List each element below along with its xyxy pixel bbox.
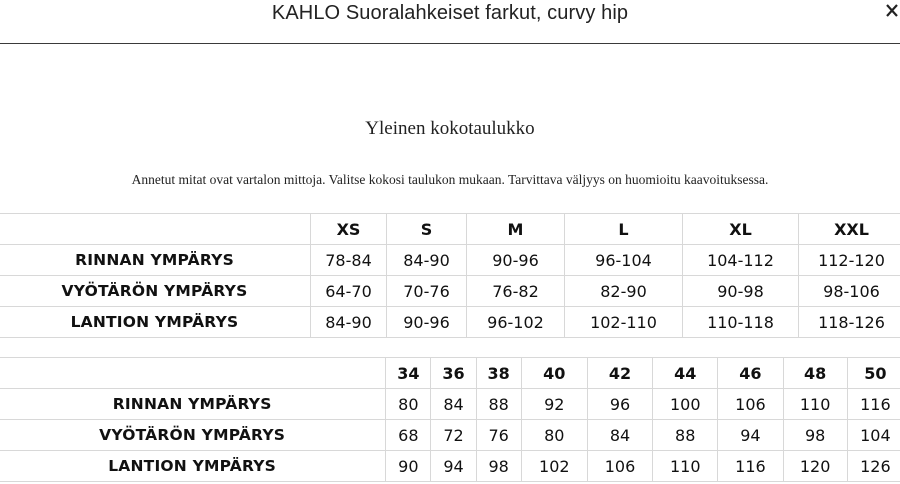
- table-row: [0, 276, 900, 307]
- table-cell: 106: [587, 451, 652, 482]
- table-cell: 90-98: [683, 276, 799, 307]
- table-row: [0, 307, 900, 338]
- table-cell: 112-120: [799, 245, 900, 276]
- numeric-size-table: [0, 357, 900, 482]
- table-cell: 120: [783, 451, 847, 482]
- table-cell: 84: [431, 389, 476, 420]
- table-corner-cell: [0, 214, 311, 245]
- size-header: 40: [521, 358, 587, 389]
- table-cell: 98: [783, 420, 847, 451]
- table-cell: 110: [653, 451, 718, 482]
- table-cell: 84-90: [311, 307, 387, 338]
- row-label: RINNAN YMPÄRYS: [0, 389, 386, 420]
- size-chart-title: Yleinen kokotaulukko: [365, 118, 535, 139]
- table-cell: 106: [718, 389, 783, 420]
- table-cell: 98-106: [799, 276, 900, 307]
- table-cell: 76: [476, 420, 521, 451]
- row-label: LANTION YMPÄRYS: [0, 451, 386, 482]
- table-row: [0, 245, 900, 276]
- size-header: 34: [386, 358, 431, 389]
- row-label: RINNAN YMPÄRYS: [0, 245, 311, 276]
- table-cell: 118-126: [799, 307, 900, 338]
- table-cell: 92: [521, 389, 587, 420]
- table-cell: 102-110: [565, 307, 683, 338]
- table-row: [0, 451, 900, 482]
- size-header: S: [387, 214, 467, 245]
- size-header: 42: [587, 358, 652, 389]
- table-cell: 104-112: [683, 245, 799, 276]
- table-cell: 110-118: [683, 307, 799, 338]
- table-row: [0, 420, 900, 451]
- table-cell: 96-102: [467, 307, 565, 338]
- size-header: 36: [431, 358, 476, 389]
- size-header: XS: [311, 214, 387, 245]
- product-title: KAHLO Suoralahkeiset farkut, curvy hip: [271, 2, 629, 24]
- table-row: [0, 389, 900, 420]
- table-cell: 90-96: [467, 245, 565, 276]
- size-header: M: [467, 214, 565, 245]
- table-cell: 82-90: [565, 276, 683, 307]
- size-header: L: [565, 214, 683, 245]
- table-cell: 90: [386, 451, 431, 482]
- table-cell: 70-76: [387, 276, 467, 307]
- table-cell: 84-90: [387, 245, 467, 276]
- table-corner-cell: [0, 358, 386, 389]
- table-cell: 96: [587, 389, 652, 420]
- table-cell: 96-104: [565, 245, 683, 276]
- row-label: VYÖTÄRÖN YMPÄRYS: [0, 420, 386, 451]
- table-cell: 72: [431, 420, 476, 451]
- letter-size-table: [0, 213, 900, 338]
- table-header-row: [0, 358, 900, 389]
- table-cell: 80: [521, 420, 587, 451]
- size-header: 48: [783, 358, 847, 389]
- table-cell: 104: [847, 420, 900, 451]
- table-cell: 88: [653, 420, 718, 451]
- table-cell: 90-96: [387, 307, 467, 338]
- table-cell: 78-84: [311, 245, 387, 276]
- size-chart-intro: Annetut mitat ovat vartalon mittoja. Valitse kokosi taulukon mukaan. Tarvittava väljyys on huomioitu kaavoituksessa.: [131, 172, 769, 187]
- size-header: 46: [718, 358, 783, 389]
- modal-header: [0, 0, 900, 44]
- table-cell: 100: [653, 389, 718, 420]
- close-icon: [882, 0, 900, 25]
- size-header: XL: [683, 214, 799, 245]
- table-cell: 94: [431, 451, 476, 482]
- row-label: LANTION YMPÄRYS: [0, 307, 311, 338]
- table-cell: 68: [386, 420, 431, 451]
- table-cell: 116: [847, 389, 900, 420]
- table-cell: 84: [587, 420, 652, 451]
- size-header: 38: [476, 358, 521, 389]
- table-cell: 116: [718, 451, 783, 482]
- row-label: VYÖTÄRÖN YMPÄRYS: [0, 276, 311, 307]
- table-cell: 98: [476, 451, 521, 482]
- table-cell: 88: [476, 389, 521, 420]
- size-header: 44: [653, 358, 718, 389]
- table-cell: 110: [783, 389, 847, 420]
- table-header-row: [0, 214, 900, 245]
- table-cell: 76-82: [467, 276, 565, 307]
- close-button[interactable]: [882, 0, 900, 25]
- size-header: 50: [847, 358, 900, 389]
- table-cell: 126: [847, 451, 900, 482]
- table-cell: 64-70: [311, 276, 387, 307]
- table-cell: 80: [386, 389, 431, 420]
- table-cell: 102: [521, 451, 587, 482]
- size-header: XXL: [799, 214, 900, 245]
- table-cell: 94: [718, 420, 783, 451]
